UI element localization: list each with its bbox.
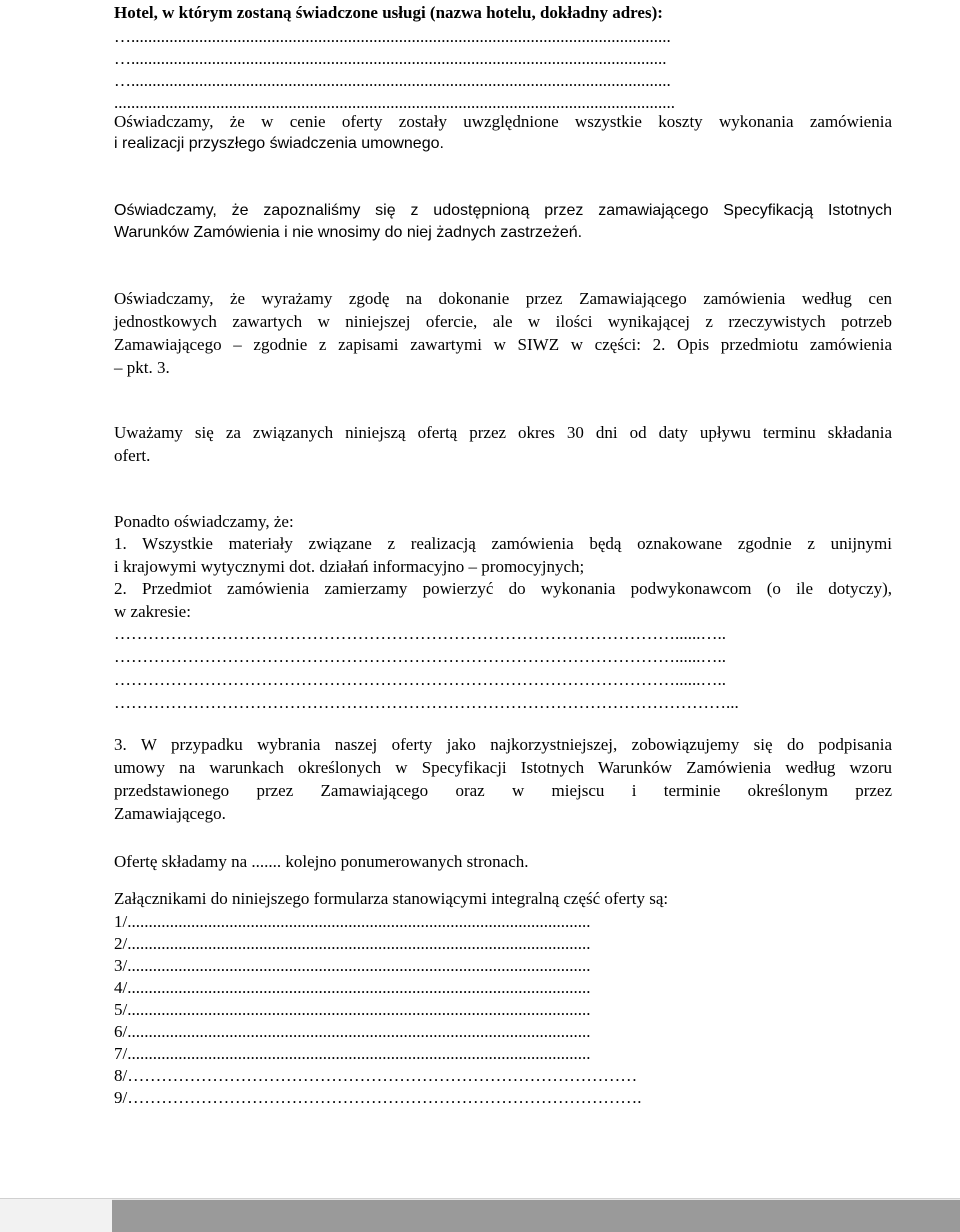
attachment-item: 5/............................................................................................................. [114, 1000, 591, 1019]
attachment-item: 6/............................................................................................................. [114, 1022, 591, 1041]
item3-line: umowy na warunkach określonych w Specyfikacji Istotnych Warunków Zamówienia według wzoru [114, 758, 892, 777]
costs-statement-line: Oświadczamy, że w cenie oferty zostały uwzględnione wszystkie koszty wykonania zamówienia [114, 112, 892, 131]
consent-statement-line: – pkt. 3. [114, 358, 170, 377]
attachment-item: 2/............................................................................................................. [114, 934, 591, 953]
additional-intro: Ponadto oświadczamy, że: [114, 512, 294, 531]
item2-dots-line: ………………………………………………………………………………………………... [114, 693, 739, 712]
item3-line: 3. W przypadku wybrania naszej oferty jako najkorzystniejszej, zobowiązujemy się do podpisania [114, 735, 892, 754]
binding-statement-line: ofert. [114, 446, 151, 465]
item2-line: w zakresie: [114, 602, 191, 621]
item2-dots-line: ………………………………………………………………………………………......….. [114, 647, 726, 666]
hotel-dots-line: …............................................................................................................................... [114, 71, 671, 90]
attachment-item: 3/............................................................................................................. [114, 956, 591, 975]
siwz-statement-line: Oświadczamy, że zapoznaliśmy się z udostępnioną przez zamawiającego Specyfikacją Istotnych [114, 202, 892, 219]
binding-statement-line: Uważamy się za związanych niniejszą ofertą przez okres 30 dni od daty upływu terminu składania [114, 423, 892, 442]
item2-dots-line: ………………………………………………………………………………………......….. [114, 624, 726, 643]
consent-statement-line: Oświadczamy, że wyrażamy zgodę na dokonanie przez Zamawiającego zamówienia według cen [114, 289, 892, 308]
hotel-dots-line: …............................................................................................................................... [114, 27, 671, 46]
item3-line: Zamawiającego. [114, 804, 226, 823]
item1-line: i krajowymi wytycznymi dot. działań informacyjno – promocyjnych; [114, 557, 585, 576]
attachment-item: 9/………………………………………………………………………………. [114, 1088, 642, 1107]
hotel-dots-line: .................................................................................................................................... [114, 93, 675, 112]
hotel-dots-line: ….............................................................................................................................. [114, 49, 667, 68]
siwz-statement-line: Warunków Zamówienia i nie wnosimy do niej żadnych zastrzeżeń. [114, 224, 583, 241]
page-bottom-edge-left [0, 1198, 112, 1232]
item2-dots-line: ………………………………………………………………………………………......….. [114, 670, 726, 689]
item3-line: przedstawionego przez Zamawiającego oraz w miejscu i terminie określonym przez [114, 781, 892, 800]
pages-count-statement: Ofertę składamy na ....... kolejno ponumerowanych stronach. [114, 852, 529, 871]
page-bottom-divider [0, 1198, 960, 1199]
consent-statement-line: Zamawiającego – zgodnie z zapisami zawartymi w SIWZ w części: 2. Opis przedmiotu zamówienia [114, 335, 892, 354]
page-bottom-edge [0, 1198, 960, 1232]
costs-statement-line: i realizacji przyszłego świadczenia umownego. [114, 135, 444, 152]
attachments-heading: Załącznikami do niniejszego formularza stanowiącymi integralną część oferty są: [114, 889, 669, 908]
hotel-heading: Hotel, w którym zostaną świadczone usługi (nazwa hotelu, dokładny adres): [114, 3, 663, 22]
item1-line: 1. Wszystkie materiały związane z realizacją zamówienia będą oznakowane zgodnie z unijnymi [114, 534, 892, 553]
consent-statement-line: jednostkowych zawartych w niniejszej ofercie, ale w ilości wynikającej z rzeczywistych potrzeb [114, 312, 892, 331]
attachment-item: 1/............................................................................................................. [114, 912, 591, 931]
attachment-item: 8/……………………………………………………………………………… [114, 1066, 638, 1085]
attachment-item: 4/............................................................................................................. [114, 978, 591, 997]
attachment-item: 7/............................................................................................................. [114, 1044, 591, 1063]
item2-line: 2. Przedmiot zamówienia zamierzamy powierzyć do wykonania podwykonawcom (o ile dotyczy), [114, 579, 892, 598]
page-bottom-edge-shade [112, 1200, 960, 1232]
